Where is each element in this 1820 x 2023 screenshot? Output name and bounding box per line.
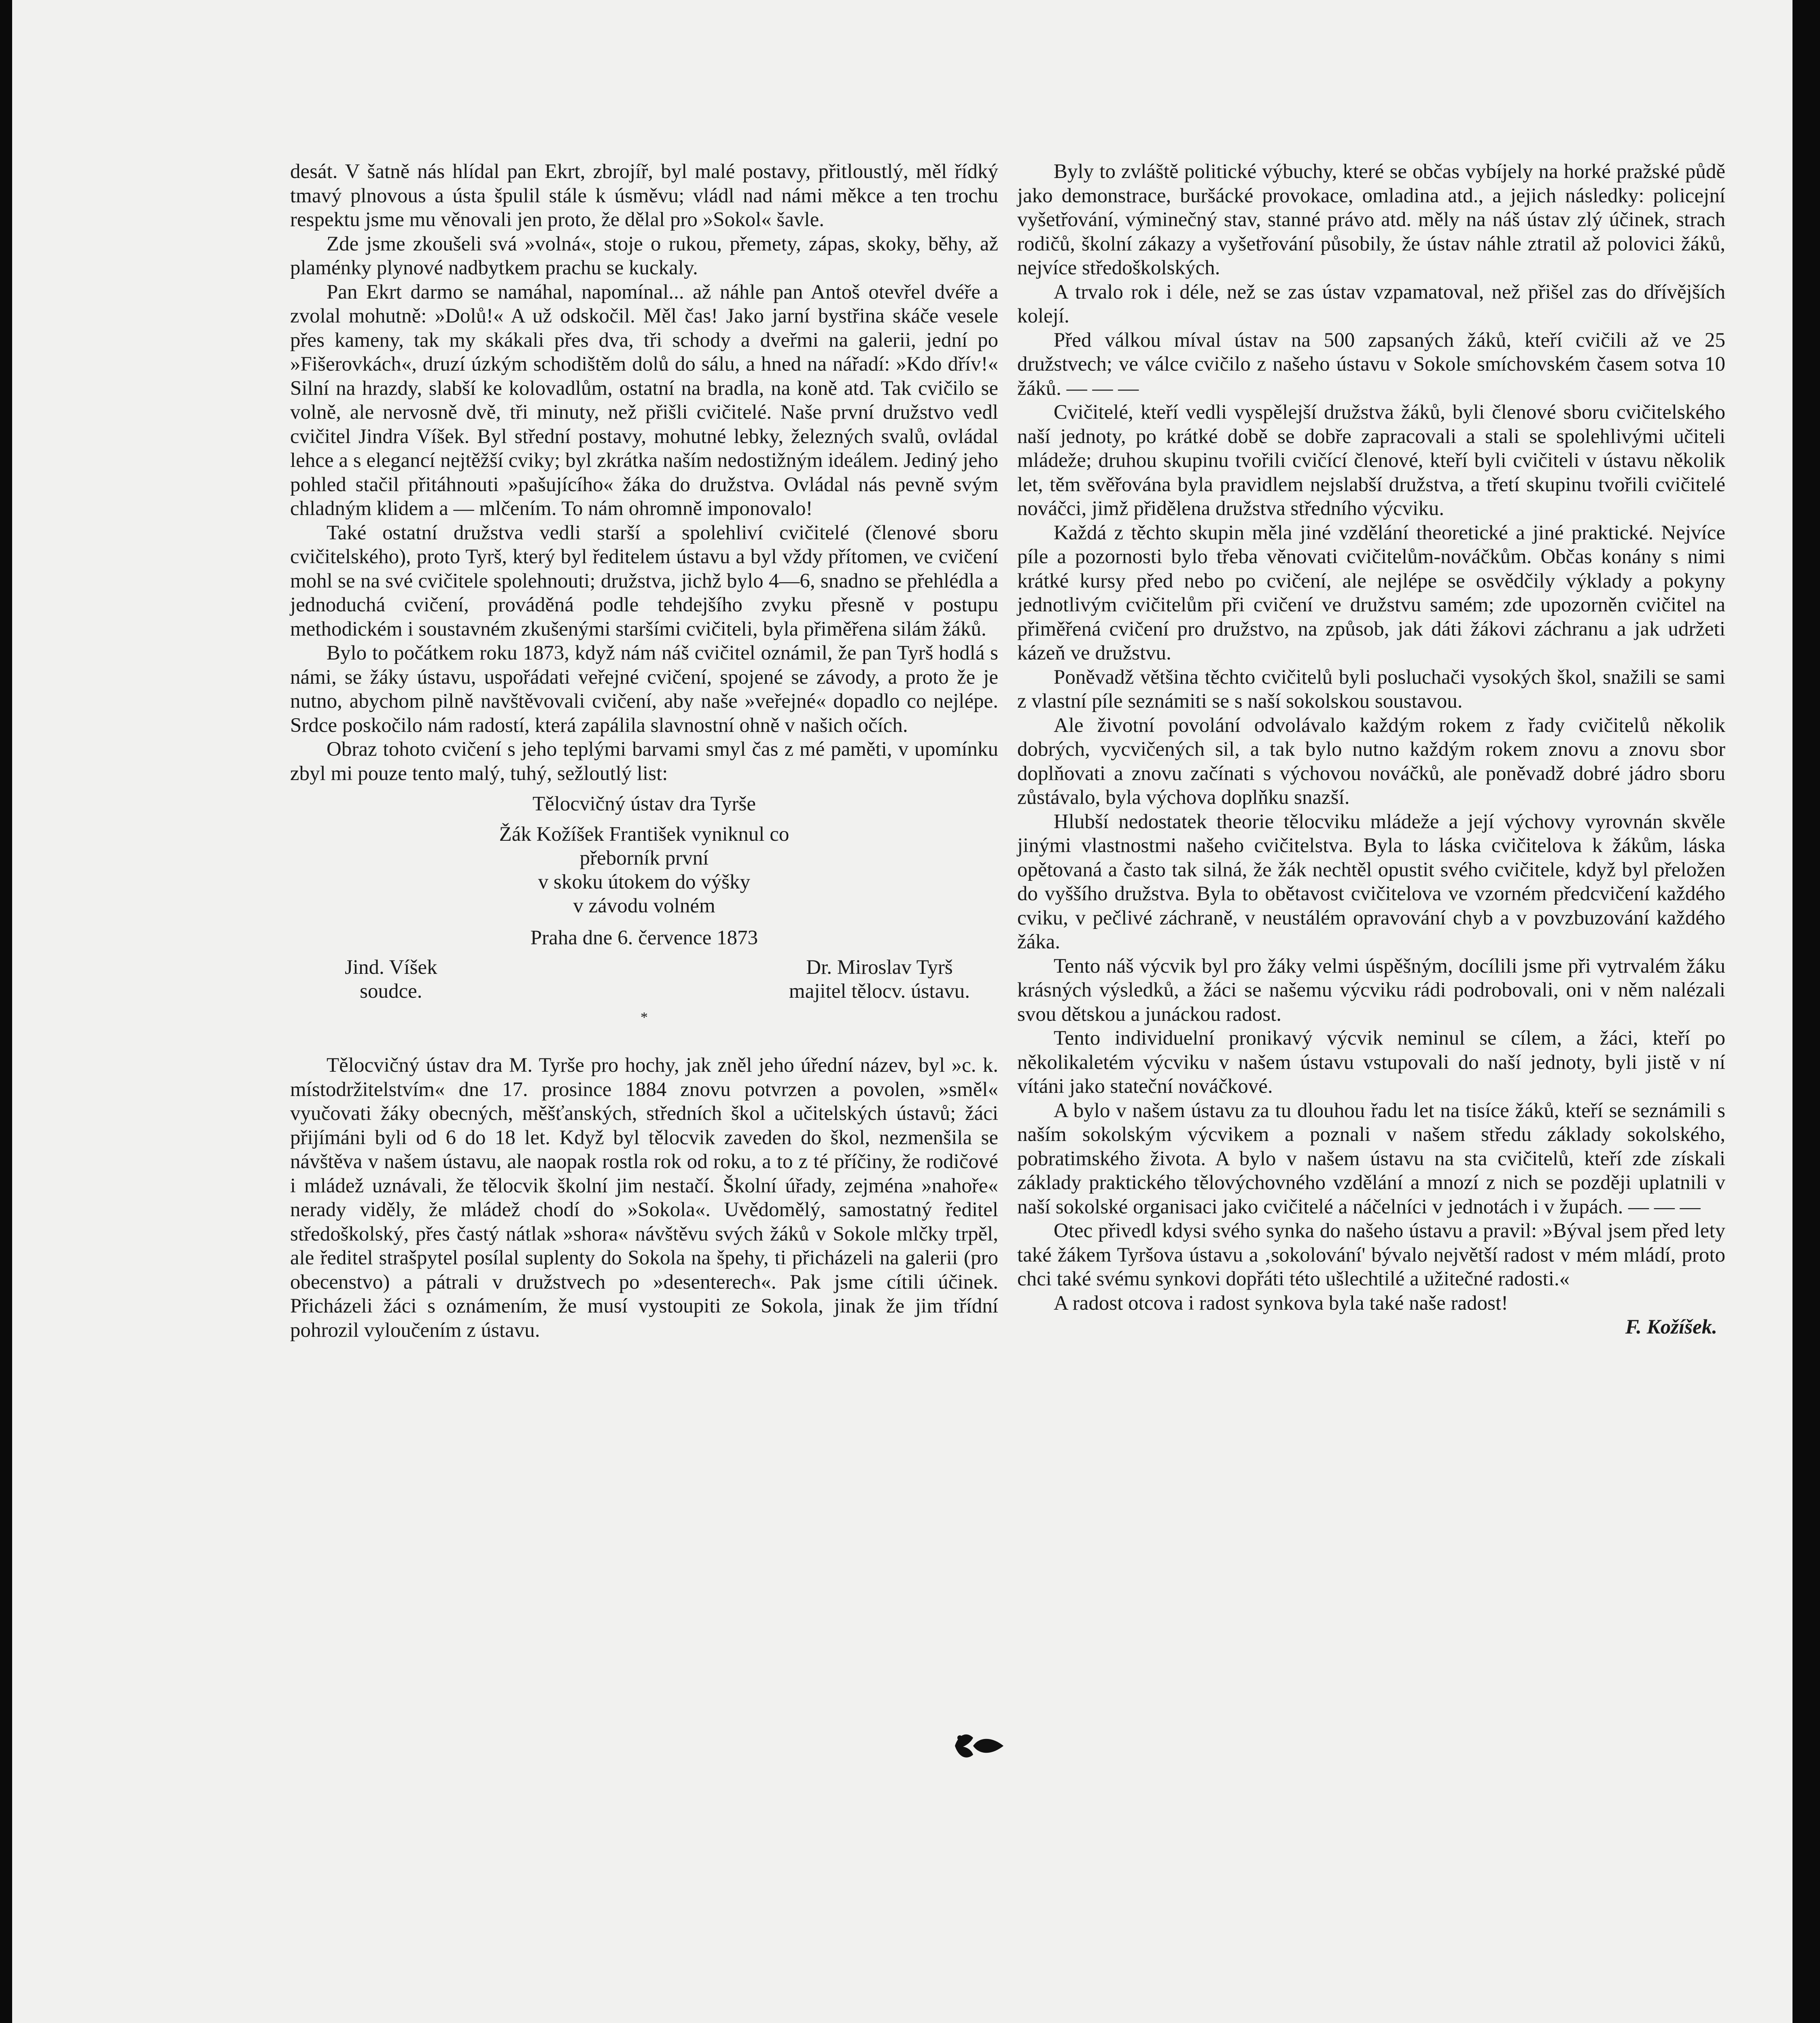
section-separator: * bbox=[641, 1009, 648, 1025]
author-signature: F. Kožíšek. bbox=[1625, 1316, 1717, 1338]
signature-name: Jind. Víšek bbox=[345, 956, 437, 979]
paragraph: Každá z těchto skupin měla jiné vzdělání theoretické a jiné praktické. Nejvíce píle a pozornosti bylo třeba věnovati cvičitelům-nováčkům. Občas konány s nimi krátké kursy před nebo po cvičení, ale nejlépe se osvědčily výklady a pokyny jednotlivým cvičitelům při cvičení ve družstvu samém; zde upozorněn cvičitel na přiměřená cvičení pro družstvo, na způsob, jak dáti žákovi záchranu a jak udržeti kázeň ve družstvu. bbox=[1017, 521, 1725, 664]
paragraph: A bylo v našem ústavu za tu dlouhou řadu let na tisíce žáků, kteří se seznámili s naším sokolským výcvikem a poznali v našem středu základy sokolského, pobratimského života. A bylo v našem ústavu na sta cvičitelů, kteří zde získali základy praktického tělovýchovného vzdělání a mnozí z nich se později uplatnili v naší sokolské organisaci jako cvičitelé a náčelníci v jednotách i v župách. — — — bbox=[1017, 1099, 1725, 1218]
paragraph: Ale životní povolání odvolávalo každým rokem z řady cvičitelů několik dobrých, vycvičených sil, a tak bylo nutno každým rokem znovu a znovu sbor doplňovati a znovu začínati s výchovou nováčků, ale poněvadž dobré jádro sboru zůstávalo, byla výchova doplňku snazší. bbox=[1017, 714, 1725, 809]
diploma-line: v závodu volném bbox=[573, 895, 715, 917]
paragraph: Poněvadž většina těchto cvičitelů byli posluchači vysokých škol, snažili se sami z vlastní píle seznámiti se s naší sokolskou soustavou. bbox=[1017, 666, 1725, 713]
signature-judge bbox=[345, 956, 437, 1003]
diploma-date: Praha dne 6. července 1873 bbox=[530, 927, 758, 949]
paragraph: Bylo to počátkem roku 1873, když nám náš cvičitel oznámil, že pan Tyrš hodlá s námi, se žáky ústavu, uspořádati veřejné cvičení, spojené se závody, a proto že je nutno, abychom pilně navštěvovali cvičení, aby naše »veřejné« dopadlo co nejlépe. Srdce poskočilo nám radostí, která zapálila slavnostní ohně v našich očích. bbox=[290, 642, 998, 737]
page bbox=[12, 0, 1792, 2023]
signature-role: majitel tělocv. ústavu. bbox=[789, 980, 970, 1003]
diploma-line: Žák Kožíšek František vyniknul co bbox=[499, 823, 789, 846]
paragraph: Cvičitelé, kteří vedli vyspělejší družstva žáků, byli členové sboru cvičitelského naší jednoty, po krátké době se dobře zapracovali a stali se spolehlivými učiteli mládeže; druhou skupinu tvořili cvičící členové, kteří byli cvičiteli v ústavu několik let, těm svěřována byla pravidlem nejslabší družstva, a třetí skupinu tvořili cvičitelé nováčci, jimž přidělena družstva středního výcviku. bbox=[1017, 401, 1725, 520]
paragraph: Zde jsme zkoušeli svá »volná«, stoje o rukou, přemety, zápas, skoky, běhy, až plaménky plynové nadbytkem prachu se kuckaly. bbox=[290, 232, 998, 279]
paragraph: Také ostatní družstva vedli starší a spolehliví cvičitelé (členové sboru cvičitelského), proto Tyrš, který byl ředitelem ústavu a byl vždy přítomen, ve cvičení mohl se na své cvičitele spolehnouti; družstva, jichž bylo 4—6, snadno se přehlédla a jednoduchá cvičení, prováděná podle tehdejšího zvyku přesně v postupu methodickém i soustavném zkušenými staršími cvičiteli, byla přiměřena silám žáků. bbox=[290, 521, 998, 640]
paragraph: Pan Ekrt darmo se namáhal, napomínal... až náhle pan Antoš otevřel dvéře a zvolal mohutně: »Dolů!« A už odskočil. Měl čas! Jako jarní bystřina skáče vesele přes kameny, tak my skákali přes dva, tři schody a dveřmi na galerii, jední po »Fišerovkách«, druzí úzkým schodištěm dolů do sálu, a hned na nářadí: »Kdo dřív!« Silní na hrazdy, slabší ke kolovadlům, ostatní na bradla, na koně atd. Tak cvičilo se volně, ale nervosně dvě, tři minuty, než přišli cvičitelé. Naše první družstvo vedl cvičitel Jindra Víšek. Byl střední postavy, mohutné lebky, železných svalů, ovládal lehce a s elegancí nejtěžší cviky; byl zkrátka naším nedostižným ideálem. Jediný jeho pohled stačil přitáhnouti »pašujícího« žáka do družstva. Ovládal nás pevně svým chladným klidem a — mlčením. To nám ohromně imponovalo! bbox=[290, 280, 998, 520]
paragraph: Byly to zvláště politické výbuchy, které se občas vybíjely na horké pražské půdě jako demonstrace, buršácké provokace, omladina atd., a jejich následky: policejní vyšetřování, výminečný stav, stanné právo atd. měly na náš ústav zlý účinek, strach rodičů, školní zákazy a vyšetřování působily, že ústav náhle ztratil až polovici žáků, nejvíce středoškolských. bbox=[1017, 160, 1725, 279]
right-column bbox=[1017, 160, 1725, 1340]
diploma-line: v skoku útokem do výšky bbox=[538, 871, 751, 893]
paragraph: A radost otcova i radost synkova byla také naše radost! bbox=[1054, 1291, 1508, 1315]
diploma-heading: Tělocvičný ústav dra Tyrše bbox=[532, 793, 756, 815]
leaf-ornament-icon bbox=[951, 1726, 1008, 1766]
signature-name: Dr. Miroslav Tyrš bbox=[806, 956, 953, 979]
paragraph: Tělocvičný ústav dra M. Tyrše pro hochy, jak zněl jeho úřední název, byl »c. k. místodržitelstvím« dne 17. prosince 1884 znovu potvrzen a povolen, »směl« vyučovati žáky obecných, měšťanských, středních škol a učitelských ústavů; žáci přijímáni byli od 6 do 18 let. Když byl tělocvik zaveden do škol, nezmenšila se návštěva v našem ústavu, ale naopak rostla rok od roku, a to z té příčiny, že rodičové i mládež uznávali, že tělocvik školní jim nestačí. Školní úřady, zejména »nahoře« nerady viděly, že mládež chodí do »Sokola«. Uvědomělý, samostatný ředitel středoškolský, přes častý nátlak »shora« návštěvu svých žáků v Sokole mlčky trpěl, ale ředitel strašpytel posílal suplenty do Sokola na špehy, ti přicházeli na galerii (pro obecenstvo) a pátrali v družstvech po »desenterech«. Pak jsme cítili účinek. Přicházeli žáci s oznámením, že musí vystoupiti ze Sokola, jinak že jim třídní pohrozil vyloučením z ústavu. bbox=[290, 1054, 998, 1342]
signature-role: soudce. bbox=[360, 980, 422, 1003]
paragraph: Před válkou míval ústav na 500 zapsaných žáků, kteří cvičili až ve 25 družstvech; ve válce cvičilo z našeho ústavu v Sokole smíchovském časem sotva 10 žáků. — — — bbox=[1017, 329, 1725, 400]
paragraph: Otec přivedl kdysi svého synka do našeho ústavu a pravil: »Býval jsem před lety také žákem Tyršova ústavu a ‚sokolování' bývalo největší radost v mém mládí, proto chci také svému synkovi dopřáti této ušlechtilé a užitečné radosti.« bbox=[1017, 1219, 1725, 1290]
paragraph: A trvalo rok i déle, než se zas ústav vzpamatoval, než přišel zas do dřívějších kolejí. bbox=[1017, 280, 1725, 327]
signature-owner bbox=[789, 956, 970, 1003]
paragraph: Obraz tohoto cvičení s jeho teplými barvami smyl čas z mé paměti, v upomínku zbyl mi pouze tento malý, tuhý, sežloutlý list: bbox=[290, 738, 998, 785]
paragraph: Tento individuelní pronikavý výcvik neminul se cílem, a žáci, kteří po několikaletém výcviku v našem ústavu vstupovali do naší jednoty, byli jistě v ní vítáni jako stateční nováčkové. bbox=[1017, 1027, 1725, 1098]
paragraph: desát. V šatně nás hlídal pan Ekrt, zbrojíř, byl malé postavy, přitloustlý, měl řídký tmavý plnovous a ústa špulil stále k úsměvu; vládl nad námi měkce a ten trochu respektu jsme mu věnovali jen proto, že dělal pro »Sokol« šavle. bbox=[290, 160, 998, 231]
paragraph: Hlubší nedostatek theorie tělocviku mládeže a její výchovy vyrovnán skvěle jinými vlastnostmi našeho cvičitelstva. Byla to láska cvičitelova k žákům, láska opětovaná a často tak silná, že žák nechtěl opustit svého cvičitele, když byl přeložen do vyššího družstva. Byla to obětavost cvičitelova ve vzorném předcvičení každého cviku, v pečlivé záchraně, v neustálém opravování chyb a v povzbuzování každého žáka. bbox=[1017, 810, 1725, 953]
left-column bbox=[290, 160, 998, 1342]
diploma-signatures bbox=[290, 956, 998, 1003]
diploma-line: přeborník první bbox=[579, 847, 709, 869]
paragraph: Tento náš výcvik byl pro žáky velmi úspěšným, docílili jsme při vytrvalém žáku krásných výsledků, a žáci se našemu výcviku rádi podrobovali, oni v něm nalézali svou dětskou a junáckou radost. bbox=[1017, 954, 1725, 1026]
diploma-certificate bbox=[290, 792, 998, 1003]
